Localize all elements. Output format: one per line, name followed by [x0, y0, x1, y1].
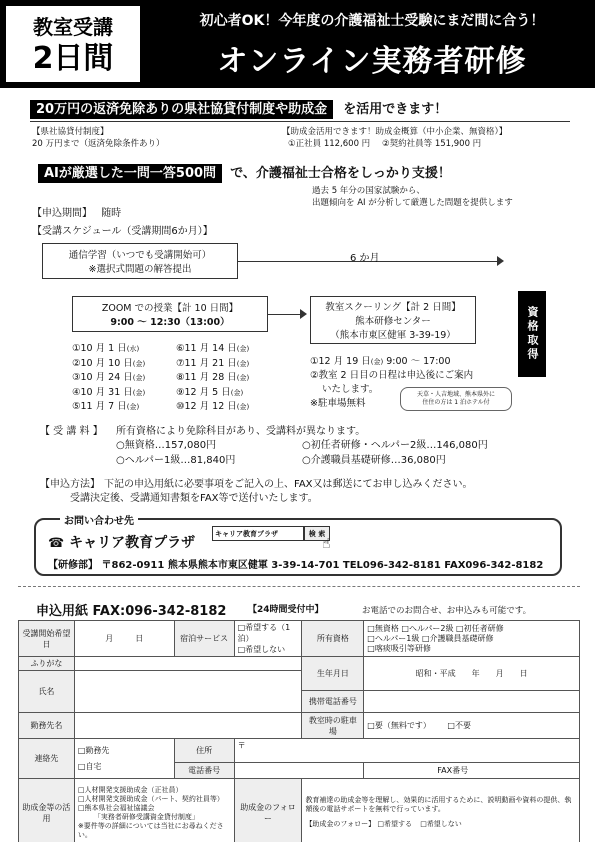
funding-right-detail2: ②契約社員等 151,900 円 [382, 139, 482, 149]
arrow-right-icon [300, 309, 307, 319]
school-line2: 熊本研修センター [355, 316, 431, 327]
form-hours: 【24時間受付中】 [248, 605, 324, 615]
period-value: 随時 [101, 208, 122, 219]
phone-label: 電話番号 [174, 763, 234, 779]
form-phone-note: お電話でのお問合せ、お申込みも可能です。 [362, 606, 532, 616]
followup-question: 【助成金のフォロー】 □ 希望する □ 希望しない [305, 820, 576, 829]
zoom-date: ⑩12 月 12 日(金) [176, 401, 250, 412]
zoom-date: ④10 月 31 日(金) [72, 386, 146, 398]
school-date2-cont: いたします。 [322, 384, 379, 395]
ai-note2: 出題傾向を AI が分析して厳選した問題を提供します [312, 198, 513, 208]
aid-checkbox[interactable]: □ 人材開発支援助成金（パート、契約社員等） [78, 795, 231, 804]
fee-item: ○初任者研修・ヘルパー2級…146,080円 [302, 440, 488, 451]
funding-left-detail: 20 万円まで（返済免除条件あり） [32, 139, 165, 149]
aid-checkbox[interactable]: □ 熊本県社会福祉協議会 [78, 804, 231, 813]
schedule-label: 【受講スケジュール（受講期間6か月）】 [32, 226, 213, 237]
zoom-date: ⑧11 月 28 日(金) [176, 372, 250, 383]
name-field[interactable] [74, 671, 302, 713]
contact-org: ☎ キャリア教育プラザ [48, 535, 196, 551]
school-line1: 教室スクーリング【計 2 日間】 [325, 302, 461, 313]
zoom-date: ⑨12 月 5 日(金) [176, 386, 244, 398]
contact-home-checkbox[interactable]: □ 自宅 [78, 759, 171, 775]
ai-highlight: AIが厳選した一問一答500問 [38, 164, 222, 183]
aid-label: 助成金等の活用 [19, 779, 75, 842]
lodging-options [234, 621, 302, 657]
zoom-date: ②10 月 10 日(金) [72, 357, 146, 369]
ai-headline [38, 162, 583, 181]
zoom-line2: 9:00 ～ 12:30（13:00） [110, 317, 230, 328]
phone-icon: ☎ [48, 536, 65, 551]
ai-suffix: で、介護福祉士合格をしっかり支援！ [230, 166, 451, 181]
qual-checkbox[interactable]: □ ヘルパー1級 [367, 634, 419, 643]
lodging-no-checkbox[interactable]: □ 希望しない [238, 644, 299, 655]
fax-label: FAX番号 [437, 766, 469, 775]
application-period [32, 204, 121, 219]
contact-work-checkbox[interactable]: □ 勤務先 [78, 743, 171, 759]
online-line1: 通信学習（いつでも受講開始可） [68, 250, 212, 261]
funding-right-label: 【助成金活用できます！助成金概算（中小企業、無資格）】 [282, 127, 508, 137]
qual-checkbox[interactable]: □ ヘルパー2級 [401, 624, 453, 633]
contact-address: 【研修部】 〒862-0911 熊本県熊本市東区健軍 3-39-14-701 TEL096-342-8181 FAX096-342-8182 [48, 560, 544, 571]
followup-no-checkbox[interactable]: □ 希望しない [420, 820, 462, 828]
divider [30, 121, 570, 122]
qualification-options [364, 621, 580, 657]
birth-field[interactable]: 昭和・平成 年 月 日 [364, 657, 580, 691]
duration-label: 6 か月 [350, 253, 380, 264]
mobile-field[interactable] [364, 691, 580, 713]
badge-line2: 2日間 [32, 41, 114, 76]
course-badge [6, 6, 140, 82]
aid-note: ※要件等の詳細については当社にお尋ねください。 [77, 821, 224, 839]
school-date1: ①12 月 19 日(金) 9:00 ～ 17:00 [310, 356, 451, 367]
contact-label: 連絡先 [19, 739, 75, 779]
fee-item: ○介護職員基礎研修…36,080円 [302, 455, 446, 466]
workplace-label: 勤務先名 [19, 713, 75, 739]
header-subtitle: 初心者OK！今年度の介護福祉士受験にまだ間に合う！ [199, 13, 545, 29]
cursor-icon: ☝ [322, 536, 331, 552]
parking-note: ※駐車場無料 [310, 398, 366, 409]
application-form [18, 620, 580, 842]
lodging-note: 天草・人吉地域、熊本県外に 住住の方は 1 泊ホテル付 [400, 387, 512, 411]
online-line2: ※選択式問題の解答提出 [88, 264, 192, 275]
qual-checkbox[interactable]: □ 無資格 [367, 624, 399, 633]
mobile-label: 携帯電話番号 [302, 691, 364, 713]
contact-options [74, 739, 174, 779]
zoom-date: ③10 月 24 日(金) [72, 372, 146, 383]
zoom-date: ⑥11 月 14 日(金) [176, 343, 250, 354]
parking-options [364, 713, 580, 739]
search-button[interactable]: 検 索 [304, 526, 330, 541]
address-label: 住所 [174, 739, 234, 763]
school-session-box [310, 296, 476, 344]
parking-label: 教室時の駐車場 [302, 713, 364, 739]
phone-field[interactable] [234, 763, 364, 779]
funding-highlight: 20万円の返済免除ありの県社協貸付制度や助成金 [30, 100, 333, 119]
funding-left-label: 【県社協貸付制度】 [32, 127, 109, 137]
zoom-line1: ZOOM での授業【計 10 日間】 [101, 303, 239, 314]
zoom-dates-right [176, 342, 249, 415]
followup-label: 助成金のフォロー [234, 779, 302, 842]
fee-item: ○ヘルパー1級…81,840円 [116, 455, 236, 466]
ai-note1: 過去 5 年分の国家試験から、 [312, 186, 425, 196]
aid-checkbox[interactable]: □ 人材開発支援助成金（正社員） [78, 786, 231, 795]
lodging-label: 宿泊サービス [174, 621, 234, 657]
birth-label: 生年月日 [302, 657, 364, 691]
aid-option-cont: 「実務者研修受講資金貸付制度」 [93, 812, 199, 821]
zoom-date: ⑤11 月 7 日(金) [72, 401, 140, 412]
followup-text: 教育補達の助成金等を理解し、効果的に活用するために、説明動画や資料の提供、執額後の電話サポートを無料で行っています。 [305, 796, 572, 813]
aid-options [74, 779, 234, 842]
address-field[interactable]: 〒 [234, 739, 579, 763]
zoom-dates-left [72, 342, 145, 415]
zoom-date: ⑦11 月 21 日(金) [176, 357, 250, 369]
funding-suffix: を活用できます！ [343, 102, 448, 117]
method-line2: 受講決定後、受講通知書類をFAX等で送付いたします。 [70, 493, 318, 504]
qualification-result: 資格取得 [518, 291, 546, 377]
qual-checkbox[interactable]: □ 介護職員基礎研修 [422, 634, 494, 643]
search-input[interactable]: キャリア教育プラザ [212, 526, 304, 541]
qual-checkbox[interactable]: □ 喀痰吸引等研修 [367, 644, 431, 653]
start-date-label: 受講開始希望日 [19, 621, 75, 657]
parking-yes-checkbox[interactable]: □ 要（無料です） [367, 721, 431, 730]
badge-line1: 教室受講 [33, 15, 113, 39]
qual-checkbox[interactable]: □ 初任者研修 [456, 624, 504, 633]
qualification-label: 所有資格 [302, 621, 364, 657]
parking-no-checkbox[interactable]: □ 不要 [447, 721, 471, 730]
zoom-class-box [72, 296, 268, 332]
zoom-arrow-line [268, 314, 302, 315]
followup-cell [302, 779, 580, 842]
school-line3: （熊本市東区健軍 3-39-19） [330, 330, 456, 341]
page-title: オンライン実務者研修 [217, 44, 527, 79]
fee-label: 【 受 講 料 】 [40, 426, 103, 437]
furigana-label: ふりがな [19, 657, 75, 671]
form-title: 申込用紙 FAX:096-342-8182 [36, 604, 227, 619]
online-study-box [42, 243, 238, 279]
furigana-field[interactable] [74, 657, 302, 671]
arrow-right-icon [497, 256, 504, 266]
followup-yes-checkbox[interactable]: □ 希望する [377, 820, 412, 828]
method-label: 【申込方法】 [40, 479, 100, 490]
fax-field[interactable] [364, 763, 580, 779]
workplace-field[interactable] [74, 713, 302, 739]
cut-line [18, 586, 580, 587]
fee-intro: 所有資格により免除科目があり、受講料が異なります。 [116, 426, 366, 437]
school-date2: ②教室 2 日目の日程は申込後にご案内 [310, 370, 474, 381]
lodging-yes-checkbox[interactable]: □ 希望する（1泊） [238, 622, 299, 644]
funding-right-detail1: ①正社員 112,600 円 [288, 139, 371, 149]
method-line1: 下記の申込用紙に必要事項をご記入の上、FAX又は郵送にてお申し込みください。 [104, 479, 473, 490]
contact-heading: お問い合わせ先 [60, 512, 138, 527]
fee-item: ○無資格…157,080円 [116, 440, 217, 451]
period-label: 【申込期間】 [32, 208, 92, 219]
zoom-date: ①10 月 1 日(水) [72, 343, 140, 354]
funding-headline [30, 98, 585, 117]
name-label: 氏名 [19, 671, 75, 713]
start-date-field[interactable]: 月 日 [74, 621, 174, 657]
